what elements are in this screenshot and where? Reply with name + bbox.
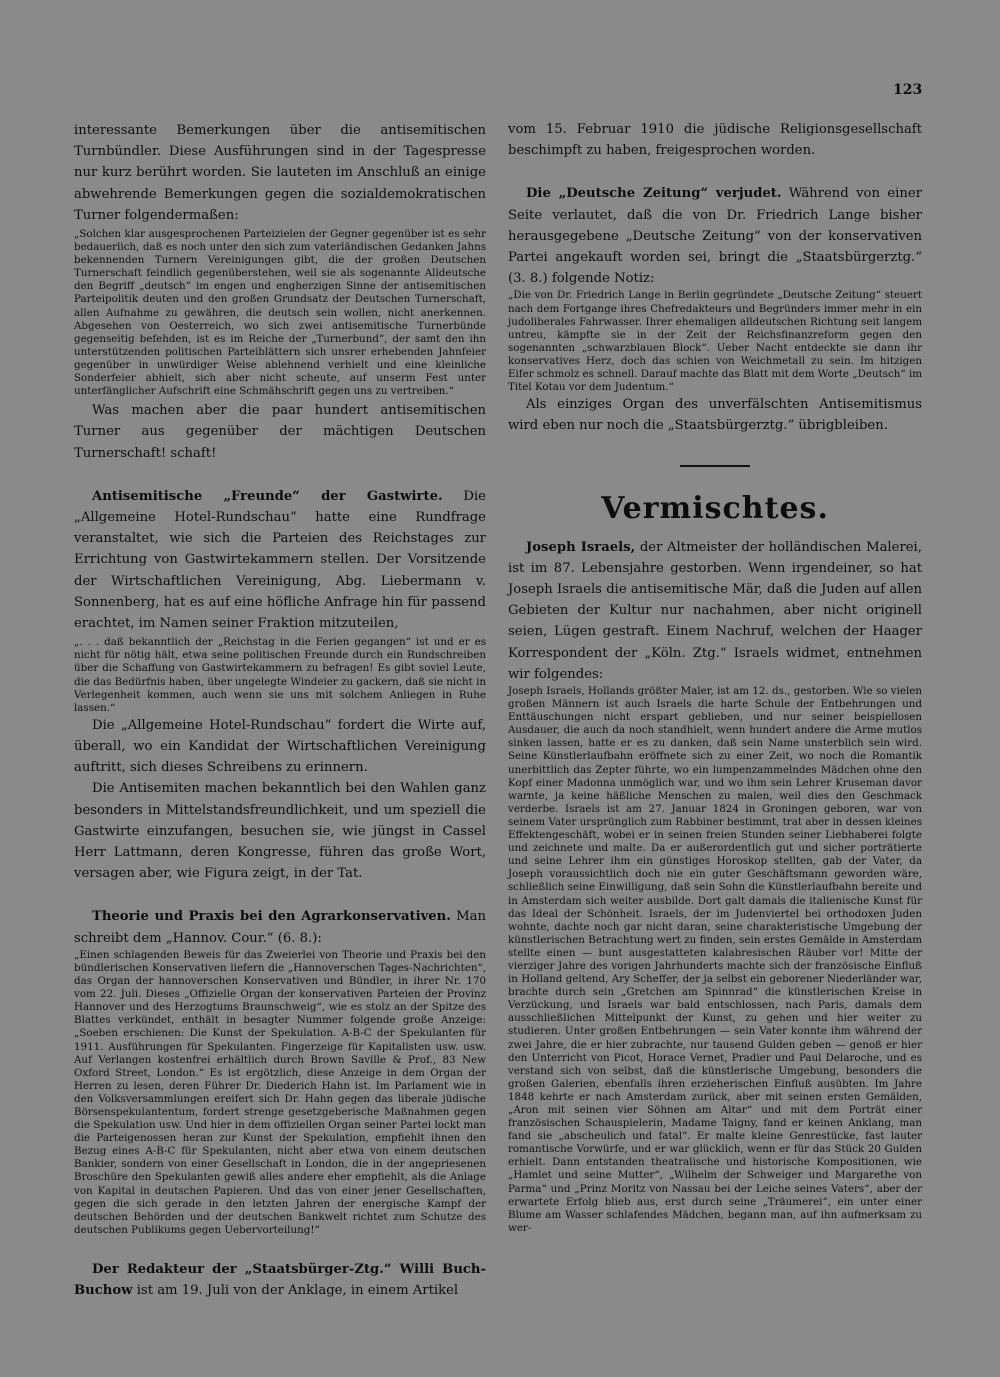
article-quote: „. . . daß bekanntlich der „Reichstag in die Ferien gegangen“ ist und er es nicht für nötig hält, etwa seine politischen Freunde durch ein Rundschreiben über die Schaffung von Gastwirtekammern zu befragen! Es gibt soviel Leute, die das Bedürfnis haben, über ungelegte Windeier zu gackern, daß sie nicht in Verlegenheit kommen, auch wenn sie uns mit solchem Anliegen in Ruhe lassen.“ bbox=[74, 636, 486, 714]
article-quote: „Solchen klar ausgesprochenen Parteizielen der Gegner gegenüber ist es sehr bedauerlich, daß es noch unter den sich zum vaterländischen Gedanken Jahns bekennenden Turnern Vereinigungen gibt, die der großen Deutschen Turnerschaft feindlich gegenüberstehen, weil sie als sogenannte Alldeutsche den Begriff „deutsch“ im engen und engherzigen Sinne der antisemitischen Parteipolitik deuten und den großen Grundsatz der Deutschen Turnerschaft, allen Aufnahme zu gewähren, die deutsch sein wollen, nicht anerkennen. Abgesehen von Oesterreich, wo sich zwei antisemitische Turnerbünde gegenseitig befehden, ist es im Reiche der „Turnerbund“, der samt den ihn unterstützenden politischen Parteiblättern sich unsrer erhebenden Jahnfeier gegenüber in unwürdiger Weise ablehnend verhielt und eine kleinliche Sonderfeier abhielt, sich aber nicht scheute, auf unserm Fest unter unterfänglicher Aufschrift eine Schmähschrift gegen uns zu vertreiben.“ bbox=[74, 228, 486, 398]
article-paragraph: Was machen aber die paar hundert antisemitischen Turner aus gegenüber der mächtigen Deutschen Turnerschaft! schaft! bbox=[74, 403, 486, 461]
article-paragraph: Der Redakteur der „Staatsbürger-Ztg.“ Willi Buch-Buchow ist am 19. Juli von der Anklage, in einem Artikel bbox=[74, 1261, 486, 1299]
article-paragraph: Die „Deutsche Zeitung“ verjudet. Während von einer Seite verlautet, daß die von Dr. Friedrich Lange bisher herausgegebene „Deutsche Zeitung“ von der konservativen Partei angekauft worden sei, bringt die „Staatsbürgerztg.“ (3. 8.) folgende Notiz: bbox=[508, 186, 923, 287]
article-heading: Antisemitische „Freunde“ der Gastwirte. bbox=[92, 488, 443, 504]
article-heading: Joseph Israels, bbox=[526, 539, 636, 555]
article-quote: „Einen schlagenden Beweis für das Zweierlei von Theorie und Praxis bei den bündlerischen Konservativen liefern die „Hannoverschen Tages-Nachrichten“, das Organ der hannoverschen Konservativen und Bündler, in ihrer Nr. 170 vom 22. Juli. Dieses „Offizielle Organ der konservativen Parteien der Provinz Hannover und des Herzogtums Braunschweig“, wie es stolz an der Spitze des Blattes verkündet, enthält in besagter Nummer folgende große Anzeige: „Soeben erschienen: Die Kunst der Spekulation. A-B-C der Spekulanten für 1911. Ausführungen für Spekulanten. Fingerzeige für Kapitalisten usw. usw. Auf Verlangen kostenfrei erhältlich durch Brown Saville & Prof., 83 New Oxford Street, London.“ Es ist ergötzlich, diese Anzeige in dem Organ der Herren zu lesen, deren Führer Dr. Diederich Hahn ist. Im Parlament wie in den Volksversammlungen ereifert sich Dr. Hahn gegen das liberale jüdische Börsenspekulantentum, fordert strenge gesetzgeberische Maßnahmen gegen die Spekulation usw. Und hier in dem offiziellen Organ seiner Partei lockt man die Parteigenossen heran zur Kunst der Spekulation, empfiehlt ihnen den Bezug eines A-B-C für Spekulanten, nicht aber etwa von einem deutschen Bankier, sondern von einer Gesellschaft in London, die in der angepriesenen Broschüre den Spekulanten gewiß alles andere eher empfiehlt, als die Anlage von Kapital in deutschen Papieren. Und das von einer jener Gesellschaften, gegen die sich gerade in den letzten Jahren der energische Kampf der deutschen Behörden und der deutschen Bankwelt richtet zum Schutze des deutschen Publikums gegen Uebervorteilung!“ bbox=[74, 948, 486, 1236]
page-number: 123 bbox=[893, 82, 923, 98]
article-heading: Theorie und Praxis bei den Agrarkonservativen. bbox=[92, 909, 451, 925]
article-quote: Joseph Israels, Hollands größter Maler, ist am 12. ds., gestorben. Wie so vielen großen Männern ist auch Israels die harte Schule der Entbehrungen und Enttäuschungen nicht erspart geblieben, und nur seiner beispiellosen Ausdauer, die auch da noch standhielt, wenn hundert andere die Arme mutlos sinken lassen, hatte er es zu danken, daß sein Name unsterblich sein wird. Seine Künstlerlaufbahn eröffnete sich zu einer Zeit, wo noch die Romantik unerbittlich das Zepter führte, wo ein lumpenzammelndes Mädchen ohne den Kopf einer Madonna unmöglich war, und wo ihm sein Lehrer Kruseman davor warnte, ja keine häßliche Menschen zu malen, weil dies den Geschmack verderbe. Israels ist am 27. Januar 1824 in Groningen geboren, war von seinem Vater ursprünglich zum Rabbiner bestimmt, trat aber in dessen kleines Effektengeschäft, wobei er in seinen freien Stunden seiner Liebhaberei folgte und zeichnete und malte. Da er außerordentlich gut und sicher porträtierte und seine Lehrer ihm ein günstiges Horoskop stellten, gab der Vater, da Joseph voraussichtlich doch nie ein guter Geschäftsmann geworden wäre, schließlich seine Einwilligung, daß sein Sohn die Künstlerlaufbahn bereite und in Amsterdam sich weiter ausbilde. Dort galt damals die italienische Kunst für das Ideal der Schönheit. Israels, der im Judenviertel bei orthodoxen Juden wohnte, dachte noch gar nicht daran, seine charakteristische Umgebung der künstlerischen Betrachtung wert zu finden, sein erstes Gemälde in Amsterdam stellte einen — bunt ausgestatteten kalabresischen Räuber vor! Mitte der vierziger Jahre des vorigen Jahrhunderts machte sich der französische Einfluß in Holland geltend, Ary Scheffer, der ja selbst ein geborener Niederländer war, brachte durch sein „Gretchen am Spinnrad“ die künstlerischen Kreise in Verzückung, und Israels war bald entschlossen, nach Paris, damals dem ausschließlichen Mittelpunkt der Kunst, zu gehen und hier weiter zu studieren. Unter großen Entbehrungen — sein Vater konnte ihm während der zwei Jahre, die er hier zubrachte, nur tausend Gulden geben — genoß er hier den Unterricht von Picot, Horace Vernet, Pradier und Paul Delaroche, und es verstand sich von selbst, daß die künstlerische Umgebung, besonders die großen Galerien, ebenfalls ihren erzieherischen Einfluß ausübten. Im Jahre 1848 kehrte er nach Amsterdam zurück, aber mit seinen ersten Gemälden, „Aron mit seinen vier Söhnen am Altar“ und mit dem Porträt einer französischen Schauspielerin, Madame Taigny, fand er keinen Anklang, man fand sie „abscheulich und fatal“. Er malte kleine Genrestücke, fast lauter romantische Vorwürfe, und er war glücklich, wenn er für das Stück 20 Gulden erhielt. Dann entstanden theatralische und historische Kompositionen, wie „Hamlet und seine Mutter“, „Wilhelm der Schweiger und Margarethe von Parma“ und „Prinz Moritz von Nassau bei der Leiche seines Vaters“, aber der erwartete Erfolg blieb aus, erst durch seine „Träumerei“, ein unter einer Blume am Wasser schlafendes Mädchen, begann man, auf ihn aufmerksam zu wer- bbox=[508, 685, 922, 1234]
article-heading: Die „Deutsche Zeitung“ verjudet. bbox=[526, 186, 782, 202]
section-divider bbox=[680, 465, 750, 467]
article-paragraph: Die Antisemiten machen bekanntlich bei den Wahlen ganz besonders in Mittelstandsfreundlichkeit, und um speziell die Gastwirte einzufangen, besuchen sie, wie jüngst in Cassel Herr Lattmann, deren Kongresse, führen das große Wort, versagen aber, wie Figura zeigt, in der Tat. bbox=[74, 781, 486, 882]
section-title: Vermischtes. bbox=[601, 490, 829, 526]
article-heading: Der Redakteur der „Staatsbürger-Ztg.“ Willi Buch-Buchow bbox=[74, 1261, 486, 1299]
right-column bbox=[508, 119, 922, 1235]
article-paragraph: interessante Bemerkungen über die antisemitischen Turnbündler. Diese Ausführungen sind in der Tagespresse nur kurz berührt worden. Sie lauteten im Anschluß an einige abwehrende Bemerkungen gegen die sozialdemokratischen Turner folgendermaßen: bbox=[74, 123, 486, 223]
article-paragraph: Theorie und Praxis bei den Agrarkonservativen. Man schreibt dem „Hannov. Cour.“ (6. 8.): bbox=[74, 909, 486, 946]
article-paragraph: Die „Allgemeine Hotel-Rundschau“ fordert die Wirte auf, überall, wo ein Kandidat der Wirtschaftlichen Vereinigung auftritt, sich dieses Schreibens zu erinnern. bbox=[74, 717, 486, 776]
article-quote: „Die von Dr. Friedrich Lange in Berlin gegründete „Deutsche Zeitung“ steuert nach dem Fortgange ihres Chefredakteurs und Begründers immer mehr in ein judoliberales Fahrwasser. Ihrer ehemaligen alldeutschen Richtung seit langem untreu, kämpfte sie in der Zeit der Reichsfinanzreform gegen den sogenannten „schwarzblauen Block“. Ueber Nacht entdeckte sie dann ihr konservatives Herz, doch das schien von Weichmetall zu sein. Im hitzigen Eifer schmolz es schnell. Darauf machte das Blatt mit dem Worte „Deutsch“ im Titel Kotau vor dem Judentum.“ bbox=[508, 289, 922, 394]
article-paragraph: Joseph Israels, der Altmeister der holländischen Malerei, ist im 87. Lebensjahre gestorben. Wenn irgendeiner, so hat Joseph Israels die antisemitische Mär, daß die Juden auf allen Gebieten der Kultur nur nachahmen, aber nicht originell seien, Lügen gestraft. Einem Nachruf, welchen der Haager Korrespondent der „Köln. Ztg.“ Israels widmet, entnehmen wir folgendes: bbox=[508, 539, 922, 682]
left-column bbox=[74, 120, 486, 1301]
article-paragraph: vom 15. Februar 1910 die jüdische Religionsgesellschaft beschimpft zu haben, freigesprochen worden. bbox=[508, 122, 922, 159]
article-paragraph: Antisemitische „Freunde“ der Gastwirte. Die „Allgemeine Hotel-Rundschau“ hatte eine Rundfrage veranstaltet, wie sich die Parteien des Reichstages zur Errichtung von Gastwirtekammern stellen. Der Vorsitzende der Wirtschaftlichen Vereinigung, Abg. Liebermann v. Sonnenberg, hat es auf eine höfliche Anfrage hin für passend erachtet, im Namen seiner Fraktion mitzuteilen, bbox=[74, 488, 486, 632]
article-paragraph: Als einziges Organ des unverfälschten Antisemitismus wird eben nur noch die „Staatsbürgerztg.“ übrigbleiben. bbox=[508, 397, 922, 434]
